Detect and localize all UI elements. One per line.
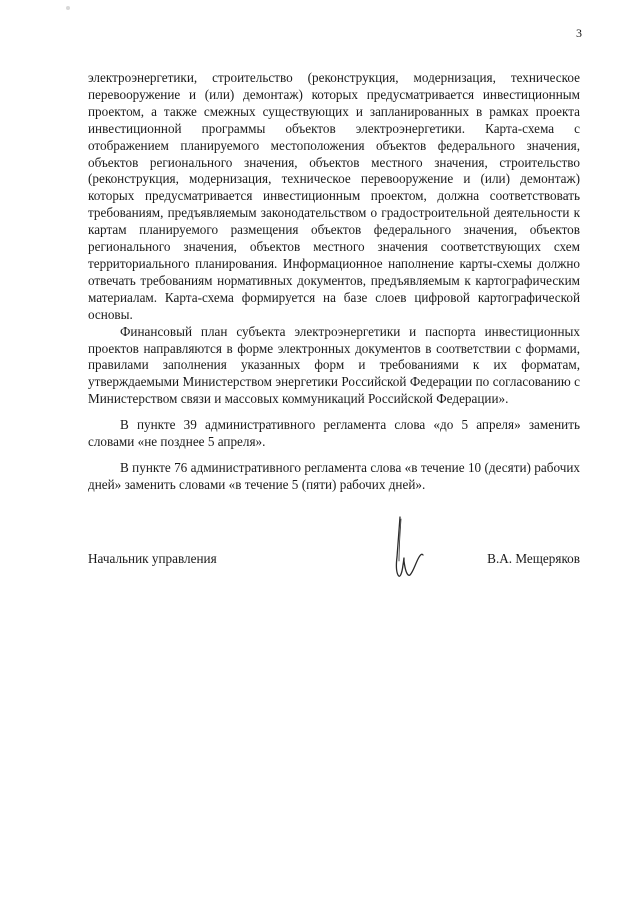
paragraph-item-39: В пункте 39 административного регламента слова «до 5 апреля» заменить словами «не позднее 5 апреля». <box>88 417 580 450</box>
document-body <box>88 70 580 494</box>
paragraph-item-76: В пункте 76 административного регламента слова «в течение 10 (десяти) рабочих дней» заменить словами «в течение 5 (пяти) рабочих дней». <box>88 459 580 492</box>
scan-speck <box>66 6 70 10</box>
page-number: 3 <box>576 26 582 40</box>
signer-title: Начальник управления <box>88 551 217 566</box>
signature-block <box>88 515 580 595</box>
handwritten-signature <box>378 515 428 587</box>
signer-name: В.А. Мещеряков <box>487 551 580 566</box>
paragraph-financial-plan: Финансовый план субъекта электроэнергетики и паспорта инвестиционных проектов направляются в форме электронных документов в соответствии с формами, правилами заполнения указанных форм и требованиями к их форматам, утверждаемыми Министерством энергетики Российской Федерации по согласованию с Министерством связи и массовых коммуникаций Российской Федерации». <box>88 323 580 407</box>
paragraph-continuation: электроэнергетики, строительство (реконструкция, модернизация, техническое перевооружение и (или) демонтаж) которых предусматривается инвестиционным проектом, а также смежных существующих и запланированных в рамках проекта инвестиционной программы объектов электроэнергетики. Карта-схема с отображением планируемого местоположения объектов федерального значения, объектов регионального значения, объектов местного значения, строительство (реконструкция, модернизация, техническое перевооружение и (или) демонтаж) которых предусматривается инвестиционным проектом, должна соответствовать требованиям, предъявляемым законодательством о градостроительной деятельности к картам планируемого размещения объектов федерального значения, объектов регионального значения, объектов местного значения соответствующих схем территориального планирования. Информационное наполнение карты-схемы должно отвечать требованиям нормативных документов, предъявляемым к картографическим материалам. Карта-схема формируется на базе слоев цифровой картографической основы. <box>88 70 580 322</box>
